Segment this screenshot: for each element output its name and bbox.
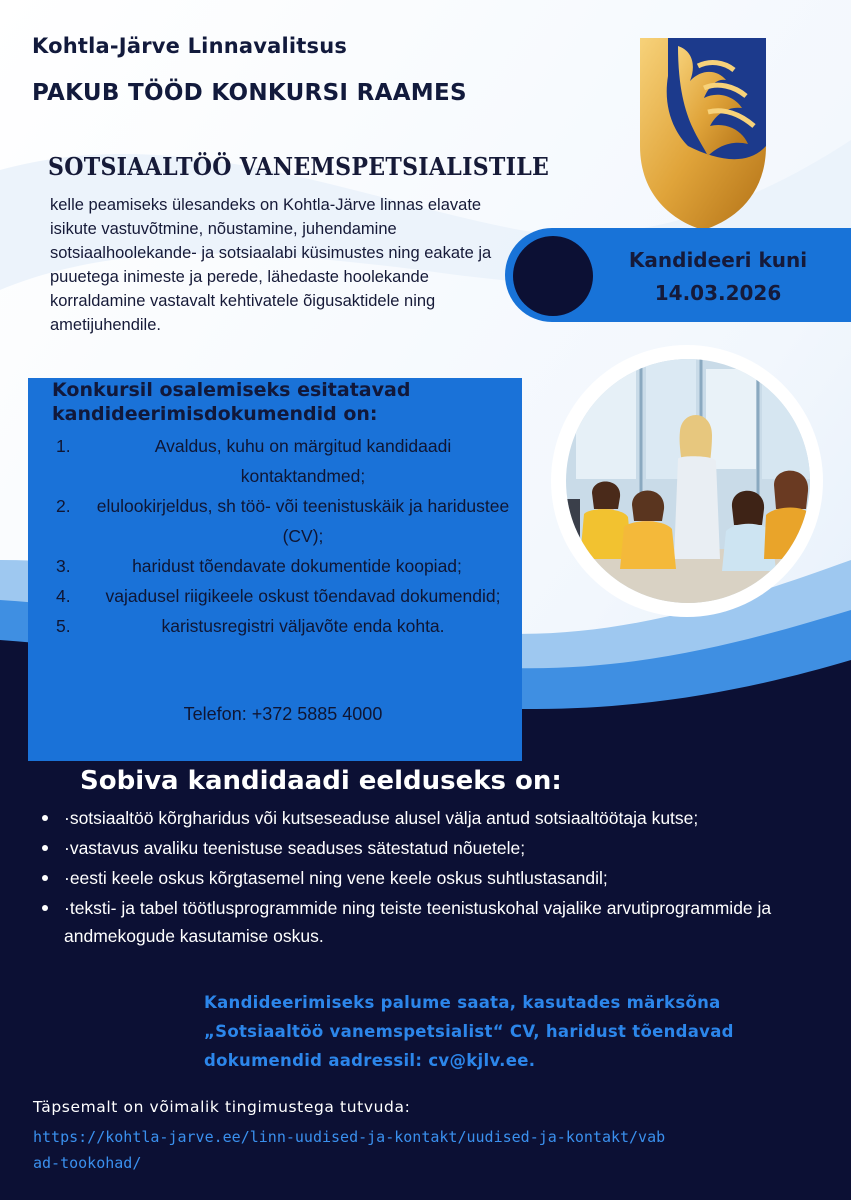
list-item xyxy=(52,611,514,641)
people-meeting-photo xyxy=(566,359,810,603)
list-item xyxy=(42,834,812,862)
list-number: 5. xyxy=(56,616,71,636)
list-item-text: elulookirjeldus, sh töö- või teenistuskäik ja haridustee (CV); xyxy=(96,496,510,546)
deadline-text xyxy=(604,244,832,310)
documents-heading: Konkursil osalemiseks esitatavad kandideerimisdokumendid on: xyxy=(52,379,411,425)
list-item xyxy=(52,581,514,611)
list-number: 4. xyxy=(56,586,71,606)
list-item xyxy=(52,491,514,551)
org-name: Kohtla-Järve Linnavalitsus xyxy=(32,34,348,58)
documents-list xyxy=(52,431,514,641)
list-item-text: ·eesti keele oskus kõrgtasemel ning vene keele oskus suhtlustasandil; xyxy=(64,868,608,888)
list-number: 2. xyxy=(56,496,71,516)
more-info-label: Täpsemalt on võimalik tingimustega tutvuda: xyxy=(33,1098,411,1116)
list-number: 1. xyxy=(56,436,71,456)
position-title: SOTSIAALTÖÖ VANEMSPETSIALISTILE xyxy=(48,152,550,181)
list-item-text: ·teksti- ja tabel töötlusprogrammide ning teiste teenistuskohal vajalike arvutiprogrammide ja andmekogude kasutamise oskus. xyxy=(64,898,772,946)
list-item xyxy=(52,551,514,581)
requirements-list xyxy=(42,804,812,952)
phone-number: Telefon: +372 5885 4000 xyxy=(183,704,383,724)
deadline-date: 14.03.2026 xyxy=(654,281,782,305)
deadline-circle xyxy=(513,236,593,316)
list-item-text: haridust tõendavate dokumentide koopiad; xyxy=(132,556,462,576)
requirements-heading: Sobiva kandidaadi eelduseks on: xyxy=(80,766,562,796)
list-number: 3. xyxy=(56,556,71,576)
tagline: PAKUB TÖÖD KONKURSI RAAMES xyxy=(32,80,467,106)
bullet-icon xyxy=(42,875,48,881)
position-description: kelle peamiseks ülesandeks on Kohtla-Järve linnas elavate isikute vastuvõtmine, nõustamine, juhendamine sotsiaalhoolekande- ja sotsiaalabi küsimustes ning eakate ja puuetega inimeste ja perede, lähedaste hoolekande korraldamine vastavalt kehtivatele õigusaktidele ning ametijuhendile. xyxy=(50,196,492,334)
list-item-text: Avaldus, kuhu on märgitud kandidaadi kontaktandmed; xyxy=(154,436,452,486)
deadline-label: Kandideeri kuni xyxy=(628,248,808,272)
list-item-text: karistusregistri väljavõte enda kohta. xyxy=(161,616,445,636)
list-item xyxy=(52,431,514,491)
bullet-icon xyxy=(42,815,48,821)
list-item-text: vajadusel riigikeele oskust tõendavad dokumendid; xyxy=(105,586,501,606)
list-item-text: ·vastavus avaliku teenistuse seaduses sätestatud nõuetele; xyxy=(64,838,526,858)
list-item xyxy=(42,894,812,950)
bullet-icon xyxy=(42,905,48,911)
list-item xyxy=(42,804,812,832)
list-item-text: ·sotsiaaltöö kõrgharidus või kutseseaduse alusel välja antud sotsiaaltöötaja kutse; xyxy=(64,808,699,828)
city-crest-icon xyxy=(638,36,768,231)
application-instructions: Kandideerimiseks palume saata, kasutades märksõna „Sotsiaaltöö vanemspetsialist“ CV, haridust tõendavad dokumendid aadressil: cv@kjlv.ee. xyxy=(204,993,734,1070)
more-info-link[interactable]: https://kohtla-jarve.ee/linn-uudised-ja-kontakt/uudised-ja-kontakt/vabad-tookohad/ xyxy=(33,1128,666,1172)
list-item xyxy=(42,864,812,892)
bullet-icon xyxy=(42,845,48,851)
